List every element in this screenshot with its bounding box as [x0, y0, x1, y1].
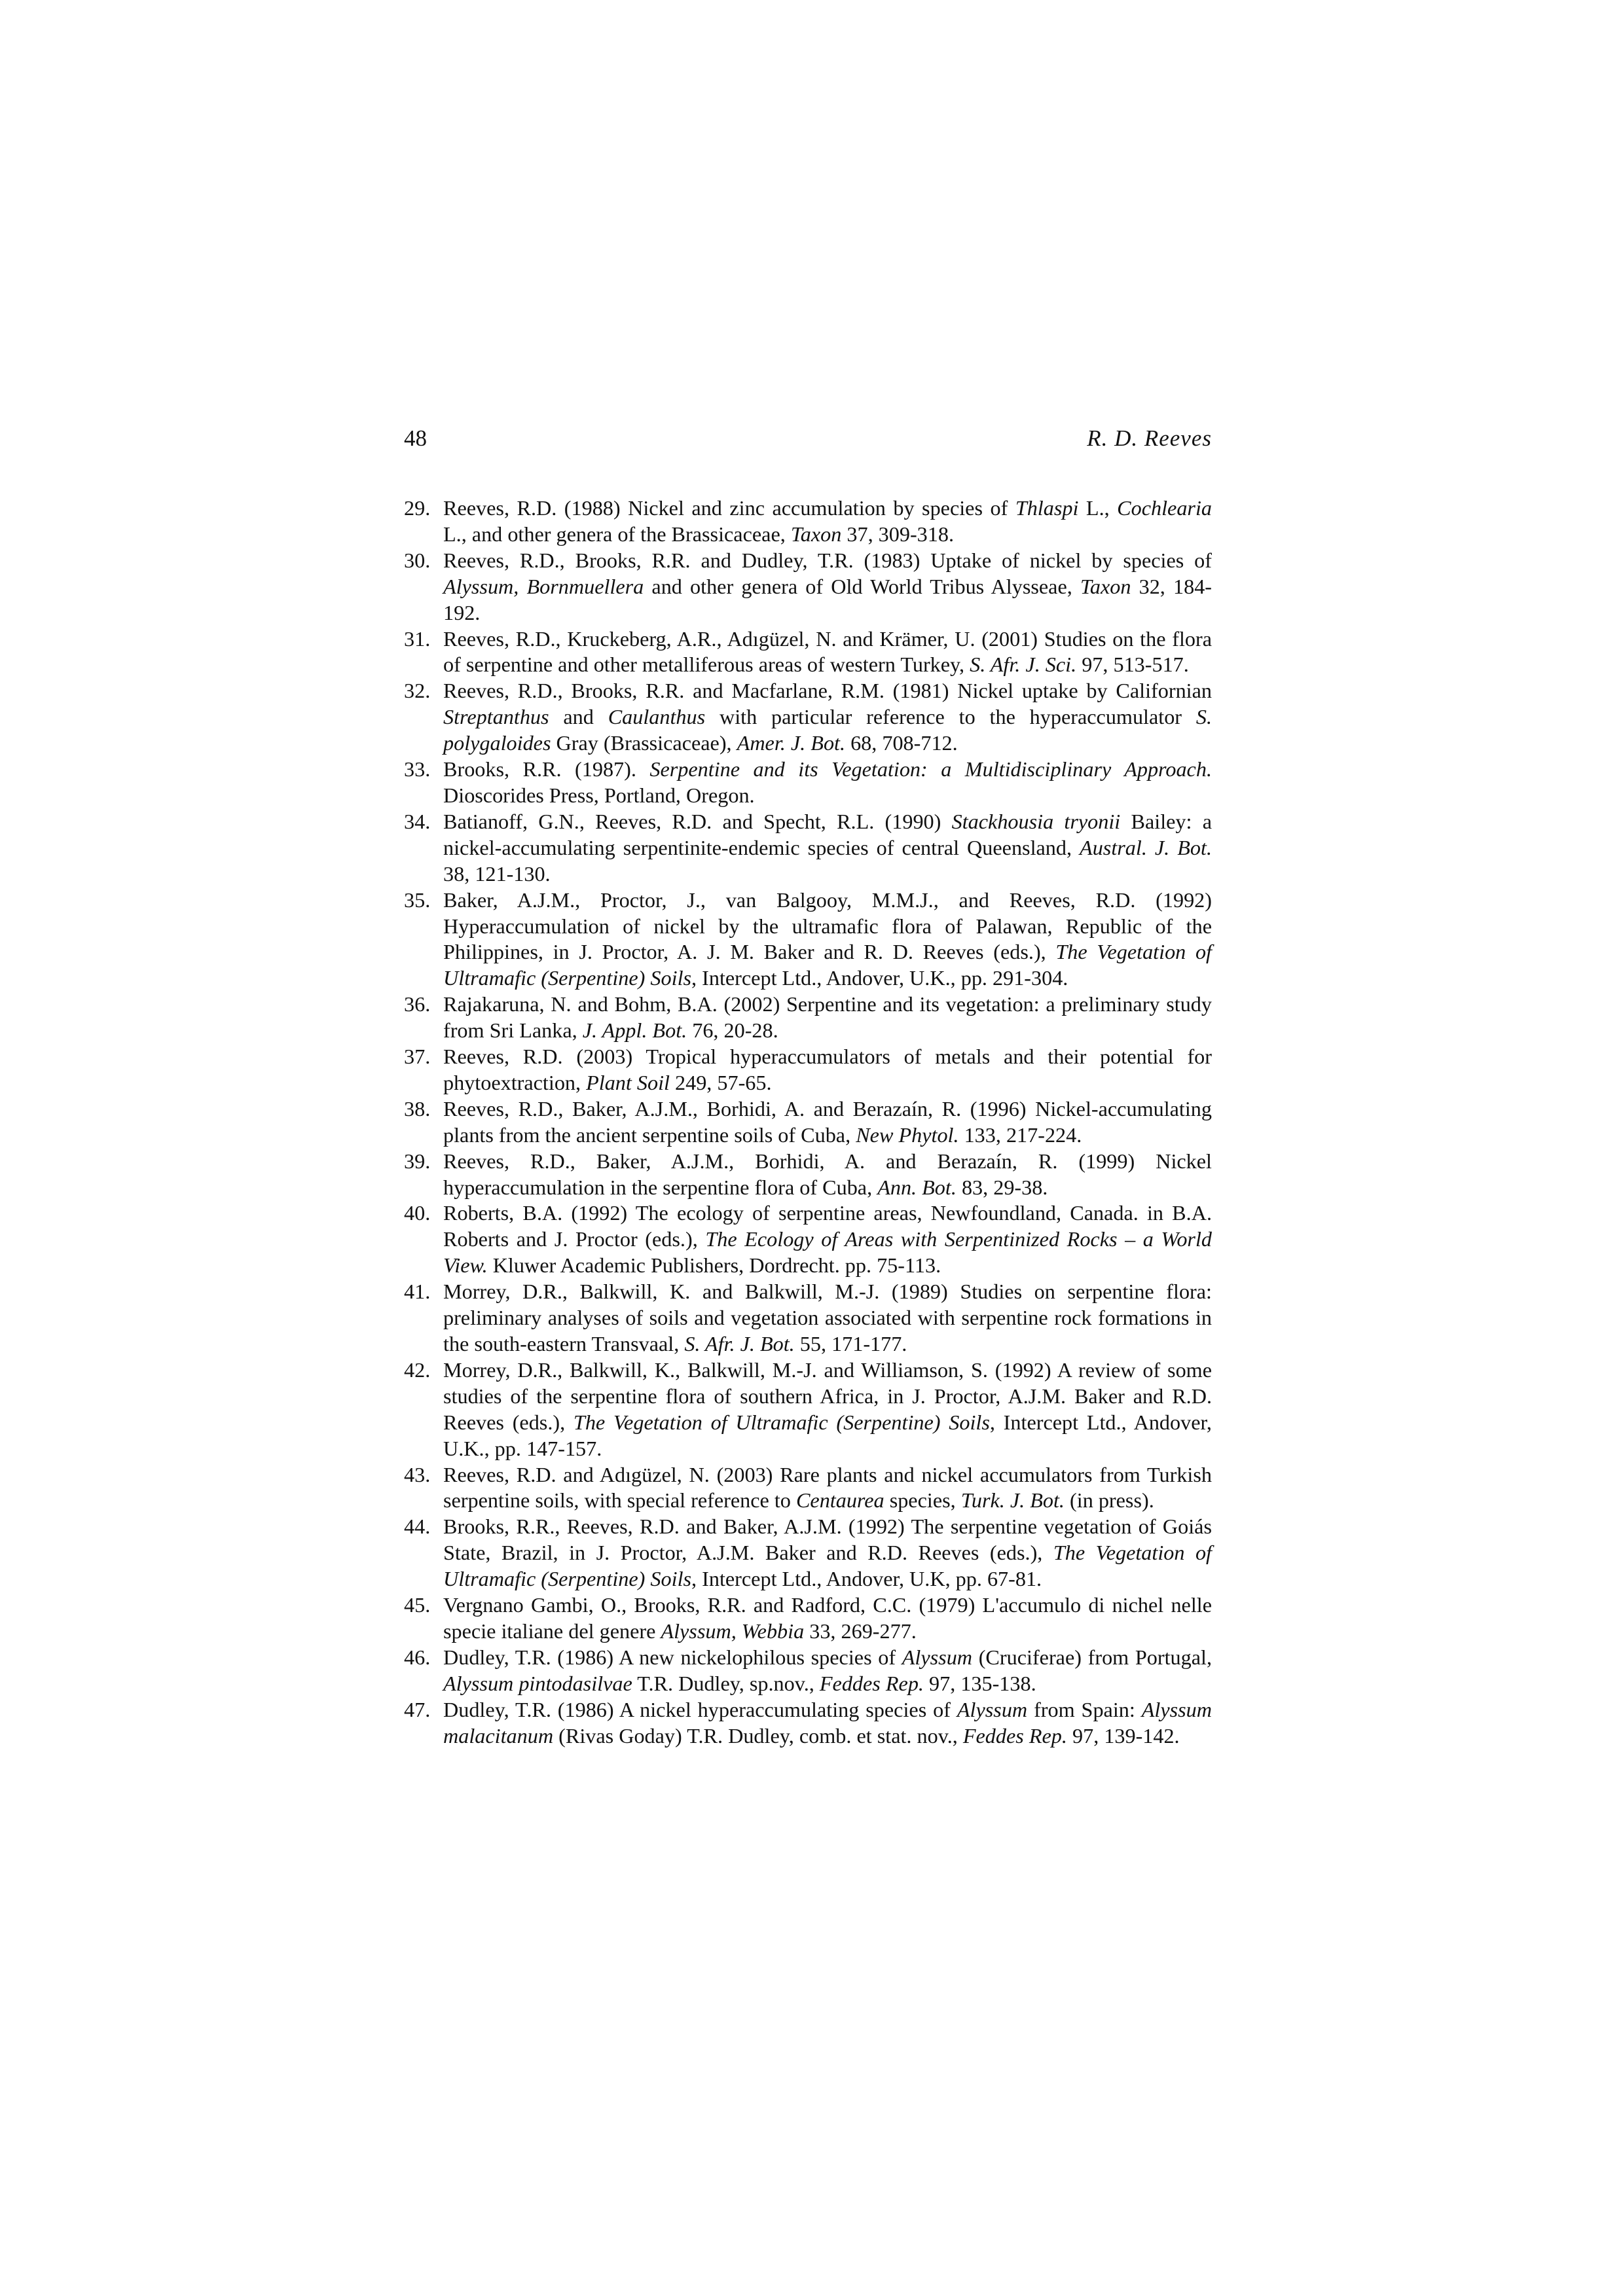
- reference-text: [443, 678, 1212, 757]
- reference-italic-segment: Turk. J. Bot.: [960, 1488, 1065, 1513]
- reference-italic-segment: Alyssum, Webbia: [661, 1619, 805, 1643]
- reference-text: [443, 626, 1212, 679]
- reference-italic-segment: The Vegetation of Ultramafic (Serpentine) Soils: [573, 1410, 990, 1434]
- reference-segment: 97, 139-142.: [1067, 1723, 1180, 1748]
- reference-segment: Bailey: a nickel-accumulating serpentinite-endemic species of central Queensland,: [443, 809, 1212, 859]
- reference-segment: Dudley, T.R. (1986) A new nickelophilous species of: [443, 1645, 902, 1669]
- reference-number: 43.: [404, 1462, 431, 1486]
- reference-segment: Reeves, R.D. (1988) Nickel and zinc accumulation by species of: [443, 496, 1015, 520]
- reference-italic-segment: Alyssum malacitanum: [443, 1697, 1213, 1748]
- reference-text: [443, 1149, 1212, 1201]
- page-number: 48: [404, 425, 427, 451]
- reference-text: [443, 1514, 1212, 1592]
- reference-text: [443, 1462, 1212, 1515]
- reference-segment: Dioscorides Press, Portland, Oregon.: [443, 783, 755, 807]
- reference-item: [404, 548, 1212, 626]
- reference-segment: Rajakaruna, N. and Bohm, B.A. (2002) Serpentine and its vegetation: a preliminary study from Sri Lanka,: [443, 992, 1212, 1043]
- reference-segment: T.R. Dudley, sp.nov.,: [632, 1671, 820, 1695]
- reference-number: 31.: [404, 626, 431, 651]
- reference-italic-segment: Cochlearia: [1117, 496, 1212, 520]
- reference-italic-segment: Centaurea: [795, 1488, 884, 1513]
- page-header: [404, 419, 1212, 458]
- reference-segment: and: [549, 705, 608, 729]
- reference-text: [443, 548, 1212, 626]
- reference-segment: 249, 57-65.: [669, 1070, 772, 1094]
- reference-segment: Baker, A.J.M., Proctor, J., van Balgooy, M.M.J., and Reeves, R.D. (1992) Hyperaccumulation of nickel by the ultramafic flora of Palawan, Republic of the Philippines, in J. Proctor, A. J. M. Baker and R. D. Reeves (eds.),: [443, 888, 1212, 964]
- reference-segment: Reeves, R.D. (2003) Tropical hyperaccumulators of metals and their potential for phytoextraction,: [443, 1045, 1212, 1094]
- reference-segment: Batianoff, G.N., Reeves, R.D. and Specht, R.L. (1990): [443, 809, 952, 833]
- reference-item: [404, 888, 1212, 992]
- reference-item: [404, 678, 1212, 757]
- reference-segment: 68, 708-712.: [845, 731, 958, 755]
- reference-segment: L., and other genera of the Brassicaceae,: [443, 522, 791, 546]
- reference-segment: Reeves, R.D., Baker, A.J.M., Borhidi, A. and Berazaín, R. (1999) Nickel hyperaccumulation in the serpentine flora of Cuba,: [443, 1149, 1212, 1199]
- reference-segment: 33, 269-277.: [804, 1619, 917, 1643]
- reference-segment: (in press).: [1064, 1488, 1154, 1513]
- reference-number: 35.: [404, 888, 431, 912]
- reference-italic-segment: S. Afr. J. Sci.: [970, 653, 1077, 677]
- reference-segment: 133, 217-224.: [958, 1122, 1082, 1147]
- reference-text: [443, 495, 1212, 548]
- reference-segment: L.,: [1078, 496, 1118, 520]
- reference-item: [404, 1149, 1212, 1201]
- reference-segment: species,: [884, 1488, 961, 1513]
- reference-number: 30.: [404, 548, 431, 572]
- reference-item: [404, 1200, 1212, 1279]
- reference-segment: , Intercept Ltd., Andover, U.K., pp. 291-304.: [691, 966, 1068, 990]
- reference-segment: , Intercept Ltd., Andover, U.K, pp. 67-81.: [691, 1567, 1042, 1591]
- reference-number: 40.: [404, 1201, 431, 1225]
- reference-italic-segment: Serpentine and its Vegetation: a Multidisciplinary Approach.: [649, 757, 1212, 781]
- reference-segment: and other genera of Old World Tribus Alysseae,: [644, 574, 1080, 598]
- reference-segment: Roberts, B.A. (1992) The ecology of serpentine areas, Newfoundland, Canada. in B.A. Roberts and J. Proctor (eds.),: [443, 1201, 1212, 1251]
- reference-number: 37.: [404, 1045, 431, 1069]
- reference-italic-segment: S. polygaloides: [443, 705, 1212, 755]
- reference-item: [404, 757, 1212, 809]
- reference-italic-segment: Feddes Rep.: [819, 1671, 924, 1695]
- reference-number: 41.: [404, 1280, 431, 1304]
- reference-italic-segment: Plant Soil: [586, 1070, 670, 1094]
- reference-segment: (Rivas Goday) T.R. Dudley, comb. et stat. nov.,: [553, 1723, 963, 1748]
- reference-italic-segment: The Vegetation of Ultramafic (Serpentine) Soils: [443, 940, 1212, 990]
- reference-segment: Reeves, R.D. and Adıgüzel, N. (2003) Rare plants and nickel accumulators from Turkish serpentine soils, with special reference to: [443, 1462, 1212, 1513]
- reference-segment: 83, 29-38.: [956, 1175, 1048, 1199]
- reference-text: [443, 757, 1212, 809]
- reference-text: [443, 888, 1212, 992]
- reference-italic-segment: Caulanthus: [608, 705, 706, 729]
- reference-segment: 97, 135-138.: [923, 1671, 1036, 1695]
- reference-italic-segment: Alyssum pintodasilvae: [443, 1671, 632, 1695]
- reference-item: [404, 1462, 1212, 1515]
- reference-segment: 32, 184-192.: [443, 574, 1213, 624]
- reference-segment: Morrey, D.R., Balkwill, K. and Balkwill, M.-J. (1989) Studies on serpentine flora: preliminary analyses of soils and vegetation associated with serpentine rock formations in the south-eastern Transvaal,: [443, 1280, 1212, 1355]
- reference-number: 29.: [404, 496, 431, 520]
- reference-segment: Reeves, R.D., Brooks, R.R. and Macfarlane, R.M. (1981) Nickel uptake by Californian: [443, 679, 1212, 703]
- reference-item: [404, 495, 1212, 548]
- reference-segment: 38, 121-130.: [443, 861, 551, 886]
- reference-italic-segment: Austral. J. Bot.: [1080, 835, 1212, 859]
- reference-italic-segment: Alyssum, Bornmuellera: [443, 574, 644, 598]
- reference-segment: Gray (Brassicaceae),: [551, 731, 737, 755]
- reference-item: [404, 1096, 1212, 1149]
- reference-text: [443, 1645, 1212, 1697]
- reference-italic-segment: The Ecology of Areas with Serpentinized Rocks – a World View.: [443, 1227, 1212, 1278]
- reference-number: 42.: [404, 1357, 431, 1382]
- reference-segment: 97, 513-517.: [1076, 653, 1189, 677]
- reference-item: [404, 809, 1212, 888]
- reference-item: [404, 1514, 1212, 1592]
- reference-number: 34.: [404, 809, 431, 833]
- reference-item: [404, 992, 1212, 1044]
- reference-segment: Brooks, R.R., Reeves, R.D. and Baker, A.J.M. (1992) The serpentine vegetation of Goiás State, Brazil, in J. Proctor, A.J.M. Baker and R.D. Reeves (eds.),: [443, 1515, 1212, 1565]
- reference-segment: , Intercept Ltd., Andover, U.K., pp. 147-157.: [443, 1410, 1212, 1460]
- reference-segment: 76, 20-28.: [687, 1018, 778, 1043]
- reference-segment: Kluwer Academic Publishers, Dordrecht. pp. 75-113.: [487, 1253, 941, 1278]
- reference-segment: with particular reference to the hyperaccumulator: [705, 705, 1196, 729]
- reference-segment: (Cruciferae) from Portugal,: [972, 1645, 1212, 1669]
- reference-italic-segment: New Phytol.: [856, 1122, 959, 1147]
- reference-segment: Vergnano Gambi, O., Brooks, R.R. and Radford, C.C. (1979) L'accumulo di nichel nelle specie italiane del genere: [443, 1593, 1212, 1643]
- reference-item: [404, 1044, 1212, 1096]
- reference-number: 46.: [404, 1645, 431, 1669]
- reference-text: [443, 809, 1212, 888]
- reference-italic-segment: Taxon: [790, 522, 842, 546]
- reference-italic-segment: J. Appl. Bot.: [582, 1018, 687, 1043]
- reference-number: 45.: [404, 1593, 431, 1617]
- reference-list: [404, 495, 1212, 1749]
- reference-italic-segment: Ann. Bot.: [877, 1175, 957, 1199]
- reference-text: [443, 1096, 1212, 1149]
- reference-segment: 55, 171-177.: [794, 1332, 907, 1355]
- reference-italic-segment: Streptanthus: [443, 705, 549, 729]
- reference-italic-segment: S. Afr. J. Bot.: [684, 1332, 795, 1355]
- reference-item: [404, 626, 1212, 679]
- reference-number: 36.: [404, 992, 431, 1016]
- reference-text: [443, 992, 1212, 1044]
- reference-italic-segment: Thlaspi: [1015, 496, 1079, 520]
- reference-number: 39.: [404, 1149, 431, 1173]
- reference-item: [404, 1697, 1212, 1749]
- reference-text: [443, 1200, 1212, 1279]
- reference-segment: Reeves, R.D., Brooks, R.R. and Dudley, T.R. (1983) Uptake of nickel by species of: [443, 548, 1212, 572]
- reference-item: [404, 1279, 1212, 1357]
- reference-italic-segment: Stackhousia tryonii: [951, 809, 1121, 833]
- reference-number: 32.: [404, 679, 431, 703]
- reference-italic-segment: The Vegetation of Ultramafic (Serpentine) Soils: [443, 1541, 1213, 1591]
- reference-italic-segment: Feddes Rep.: [962, 1723, 1067, 1748]
- reference-segment: Reeves, R.D., Baker, A.J.M., Borhidi, A. and Berazaín, R. (1996) Nickel-accumulating plants from the ancient serpentine soils of Cuba,: [443, 1096, 1212, 1147]
- reference-italic-segment: Alyssum: [902, 1645, 973, 1669]
- reference-segment: Morrey, D.R., Balkwill, K., Balkwill, M.-J. and Williamson, S. (1992) A review of some studies of the serpentine flora of southern Africa, in J. Proctor, A.J.M. Baker and R.D. Reeves (eds.),: [443, 1357, 1212, 1434]
- reference-segment: 37, 309-318.: [841, 522, 954, 546]
- reference-text: [443, 1357, 1212, 1462]
- reference-segment: from Spain:: [1027, 1697, 1142, 1721]
- reference-text: [443, 1592, 1212, 1645]
- reference-item: [404, 1357, 1212, 1462]
- reference-text: [443, 1044, 1212, 1096]
- reference-number: 38.: [404, 1096, 431, 1121]
- reference-italic-segment: Amer. J. Bot.: [737, 731, 846, 755]
- reference-text: [443, 1279, 1212, 1357]
- reference-item: [404, 1592, 1212, 1645]
- running-head-author: R. D. Reeves: [1087, 425, 1212, 451]
- reference-segment: Reeves, R.D., Kruckeberg, A.R., Adıgüzel, N. and Krämer, U. (2001) Studies on the flora of serpentine and other metalliferous areas of western Turkey,: [443, 626, 1212, 677]
- reference-segment: Dudley, T.R. (1986) A nickel hyperaccumulating species of: [443, 1697, 957, 1721]
- reference-number: 44.: [404, 1515, 431, 1539]
- reference-italic-segment: Alyssum: [957, 1697, 1028, 1721]
- reference-text: [443, 1697, 1212, 1749]
- reference-item: [404, 1645, 1212, 1697]
- reference-italic-segment: Taxon: [1080, 574, 1131, 598]
- reference-number: 33.: [404, 757, 431, 781]
- reference-number: 47.: [404, 1697, 431, 1721]
- reference-segment: Brooks, R.R. (1987).: [443, 757, 650, 781]
